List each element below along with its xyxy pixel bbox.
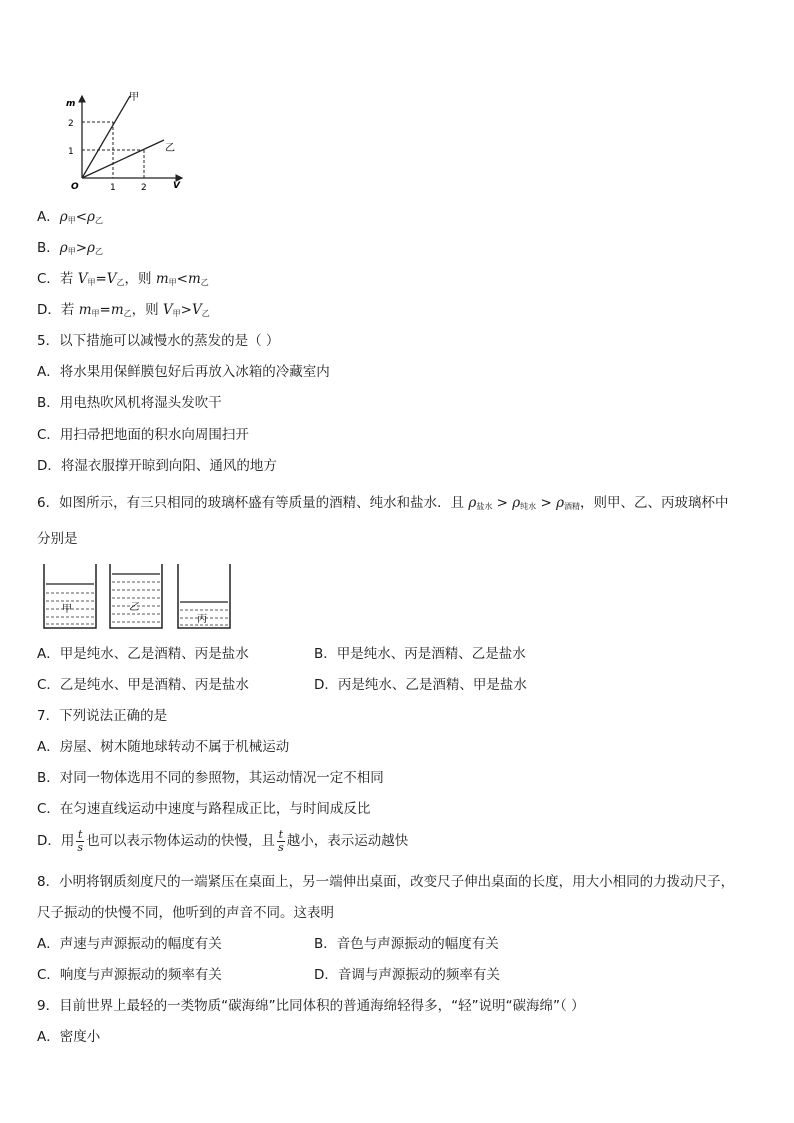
cup-yi [110, 564, 162, 628]
q6-option-a: A．甲是纯水、乙是酒精、丙是盐水 [37, 646, 249, 662]
q9-stem: 9．目前世界上最轻的一类物质“碳海绵”比同体积的普通海绵轻得多，“轻”说明“碳海绵”（ ） [37, 998, 585, 1014]
q5-option-a: A．将水果用保鲜膜包好后再放入冰箱的冷藏室内 [37, 364, 330, 380]
line-yi-label: 乙 [165, 143, 175, 154]
origin-label: O [71, 182, 79, 192]
q6-stem: 6．如图所示，有三只相同的玻璃杯盛有等质量的酒精、纯水和盐水．且 $\rho_{盐水} > \rho_{纯水} > \rho_{酒精}$，则甲、乙、丙玻璃杯中 [37, 495, 729, 511]
line-jia-label: 甲 [129, 92, 139, 103]
line-jia [82, 96, 130, 178]
y-axis-label: m [66, 99, 76, 109]
line-yi [82, 140, 164, 178]
q4-option-b: B．$\rho_甲>\rho_乙$ [37, 240, 103, 256]
q7-option-b: B．对同一物体选用不同的参照物，其运动情况一定不相同 [37, 770, 384, 786]
q6-option-b: B．甲是纯水、丙是酒精、乙是盐水 [314, 646, 526, 662]
q5-option-b: B．用电热吹风机将湿头发吹干 [37, 395, 222, 411]
q7-stem: 7．下列说法正确的是 [37, 708, 168, 724]
fraction-t-over-s: $\frac{t}{s}$ [278, 827, 284, 854]
cup-yi-label: 乙 [129, 602, 139, 613]
q7-option-a: A．房屋、树木随地球转动不属于机械运动 [37, 739, 290, 755]
q6-option-c: C．乙是纯水、甲是酒精、丙是盐水 [37, 677, 249, 693]
x-tick-2: 2 [141, 183, 147, 193]
y-tick-1: 1 [68, 147, 74, 157]
q6-option-d: D．丙是纯水、乙是酒精、甲是盐水 [314, 677, 527, 693]
three-cups-figure [40, 562, 240, 632]
cup-jia [44, 564, 96, 628]
cup-bing [178, 564, 230, 628]
q7-option-c: C．在匀速直线运动中速度与路程成正比，与时间成反比 [37, 801, 371, 817]
q5-option-d: D．将湿衣服撑开晾到向阳、通风的地方 [37, 458, 277, 474]
q5-option-c: C．用扫帚把地面的积水向周围扫开 [37, 427, 249, 443]
x-tick-1: 1 [110, 183, 116, 193]
x-axis-label: V [173, 181, 180, 191]
q8-option-d: D．音调与声源振动的频率有关 [314, 967, 500, 983]
q8-option-b: B．音色与声源振动的幅度有关 [314, 936, 499, 952]
q4-option-d: D．若 $m_甲=m_乙$，则 $V_甲>V_乙$ [37, 302, 210, 318]
q7-option-d: D．用 $\frac{t}{s}$ 也可以表示物体运动的快慢，且 $\frac{t}{s}$ 越小，表示运动越快 [37, 827, 409, 854]
q4-option-c: C．若 $V_甲=V_乙$，则 $m_甲<m_乙$ [37, 271, 209, 287]
q9-option-a: A．密度小 [37, 1029, 101, 1045]
q8-stem-line2: 尺子振动的快慢不同，他听到的声音不同。这表明 [37, 905, 334, 921]
cup-bing-label: 丙 [197, 614, 207, 625]
mass-volume-graph [60, 88, 190, 198]
fraction-t-over-s: $\frac{t}{s}$ [77, 827, 84, 854]
q6-stem-line2: 分别是 [37, 531, 78, 547]
q5-stem: 5．以下措施可以减慢水的蒸发的是（ ） [37, 333, 280, 349]
cup-jia-label: 甲 [62, 604, 72, 615]
q8-stem-line1: 8．小明将钢质刻度尺的一端紧压在桌面上，另一端伸出桌面，改变尺子伸出桌面的长度，用大小相同的力拨动尺子， [37, 874, 735, 890]
y-tick-2: 2 [68, 119, 74, 129]
q8-option-a: A．声速与声源振动的幅度有关 [37, 936, 222, 952]
q8-option-c: C．响度与声源振动的频率有关 [37, 967, 222, 983]
q4-option-a: A．$\rho_甲<\rho_乙$ [37, 209, 103, 225]
